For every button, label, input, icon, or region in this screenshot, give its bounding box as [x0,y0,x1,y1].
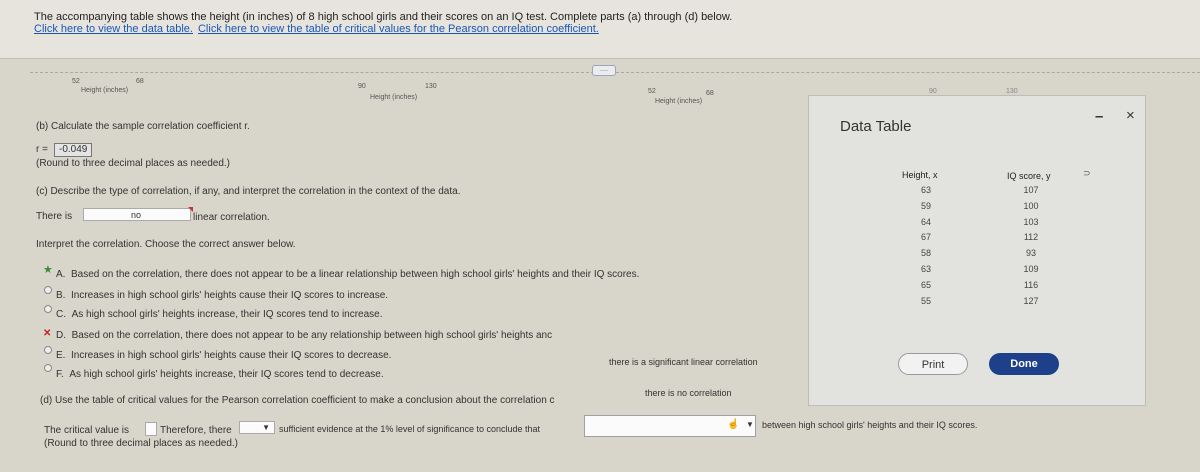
part-d-rounding-note: (Round to three decimal places as needed.) [44,438,239,449]
correlation-type-dropdown[interactable] [83,208,191,221]
r-answer-field[interactable]: -0.049 [54,143,92,157]
interpret-prompt: Interpret the correlation. Choose the correct answer below. [36,239,296,250]
table-cell: 127 [1023,295,1039,306]
option-letter: E. [56,350,66,361]
graph4-tick-max: 130 [1006,88,1018,95]
table-cell: 116 [1023,279,1039,290]
option-text: Increases in high school girls' heights cause their IQ scores to decrease. [71,350,392,361]
radio-option-c[interactable] [44,305,52,313]
correct-star-icon: ★ [43,264,53,276]
graph2-tick-min: 90 [358,83,366,90]
option-letter: C. [56,309,66,320]
table-cell: 63 [920,185,931,195]
between-label: between high school girls' heights and their IQ scores. [762,420,978,430]
option-b[interactable] [56,290,388,301]
graph2-axis-label: Height (inches) [370,94,418,101]
table-cell: 55 [920,295,931,306]
option-f[interactable] [56,369,384,380]
print-button[interactable]: Print [898,353,968,375]
evidence-dropdown[interactable] [239,421,275,434]
option-c[interactable] [56,309,383,320]
table-cell: 58 [920,248,931,259]
table-cell: 100 [1023,200,1039,211]
part-b-rounding-note: (Round to three decimal places as needed.) [36,158,231,169]
option-text: As high school girls' heights increase, their IQ scores tend to decrease. [69,369,384,380]
table-cell: 109 [1023,264,1039,274]
correlation-type-value: no [131,210,142,220]
option-letter: F. [56,369,64,380]
critical-value-input[interactable] [145,422,157,436]
there-is-label: There is [36,211,73,222]
option-letter: D. [56,330,66,341]
graph3-tick-max: 68 [706,90,714,97]
conclusion-dropdown[interactable] [584,415,756,437]
dialog-title: Data Table [840,118,912,135]
part-d-prompt: (d) Use the table of critical values for the Pearson correlation coefficient to make a conclusion about the correlation c [40,395,555,406]
part-b-prompt: (b) Calculate the sample correlation coefficient r. [36,121,250,132]
radio-option-f[interactable] [44,364,52,372]
graph1-tick-min: 52 [72,78,80,85]
therefore-label: Therefore, there [160,425,232,436]
critical-values-link[interactable]: Click here to view the table of critical values for the Pearson correlation coefficient. [197,23,599,35]
chevron-down-icon: ▼ [746,420,754,429]
option-letter: A. [56,269,66,280]
table-cell: 67 [920,232,931,243]
table-cell: 93 [1025,248,1036,259]
graph2-tick-max: 130 [425,83,437,90]
close-icon[interactable]: × [1126,107,1135,124]
option-text: Based on the correlation, there does not appear to be any relationship between high school girls' heights anc [71,330,553,341]
table-cell: 64 [920,216,931,227]
part-c-prompt: (c) Describe the type of correlation, if any, and interpret the correlation in the context of the data. [36,186,461,197]
option-text: As high school girls' heights increase, their IQ scores tend to increase. [71,309,383,320]
radio-option-b[interactable] [44,286,52,294]
data-table-link[interactable]: Click here to view the data table. [34,23,193,35]
table-cell: 103 [1023,216,1039,227]
table-cell: 65 [920,279,931,290]
graph1-tick-max: 68 [136,78,144,85]
sufficient-evidence-label: sufficient evidence at the 1% level of significance to conclude that [279,424,540,434]
critical-value-label: The critical value is [44,425,130,436]
graph4-tick-min: 90 [929,88,937,95]
incorrect-x-icon: ✕ [43,328,52,339]
option-text: Increases in high school girls' heights cause their IQ scores to increase. [71,290,389,301]
graph3-tick-min: 52 [648,88,656,95]
linear-correlation-label: linear correlation. [193,212,270,223]
table-cell: 59 [920,200,931,211]
dropdown-option-significant[interactable]: there is a significant linear correlation [609,357,758,367]
option-d[interactable] [56,330,552,341]
expand-more-button[interactable]: .... [592,65,616,76]
r-label: r = [36,144,48,155]
data-table-dialog [808,95,1146,406]
column-header-height: Height, x [902,170,938,180]
chevron-down-icon: ▼ [262,423,270,432]
graph3-axis-label: Height (inches) [655,98,703,105]
minimize-icon[interactable]: – [1095,108,1104,125]
option-letter: B. [56,290,66,301]
done-button[interactable]: Done [989,353,1059,375]
table-cell: 112 [1023,232,1039,243]
option-a[interactable] [56,269,639,280]
instruction-text: The accompanying table shows the height (in inches) of 8 high school girls and their scores on an IQ test. Complete parts (a) through (d) below. [34,11,733,23]
instruction-links [34,23,604,35]
option-e[interactable] [56,350,391,361]
dropdown-option-no-correlation[interactable]: there is no correlation [645,388,732,398]
option-text: Based on the correlation, there does not appear to be a linear relationship between high school girls' heights and their IQ scores. [71,269,640,280]
copy-icon[interactable]: ⊃ [1083,168,1091,178]
table-cell: 63 [920,264,931,274]
column-header-iq: IQ score, y [1007,171,1051,181]
radio-option-e[interactable] [44,346,52,354]
cursor-icon: ☝ [727,419,740,430]
graph1-axis-label: Height (inches) [81,87,129,94]
table-cell: 107 [1023,185,1039,195]
